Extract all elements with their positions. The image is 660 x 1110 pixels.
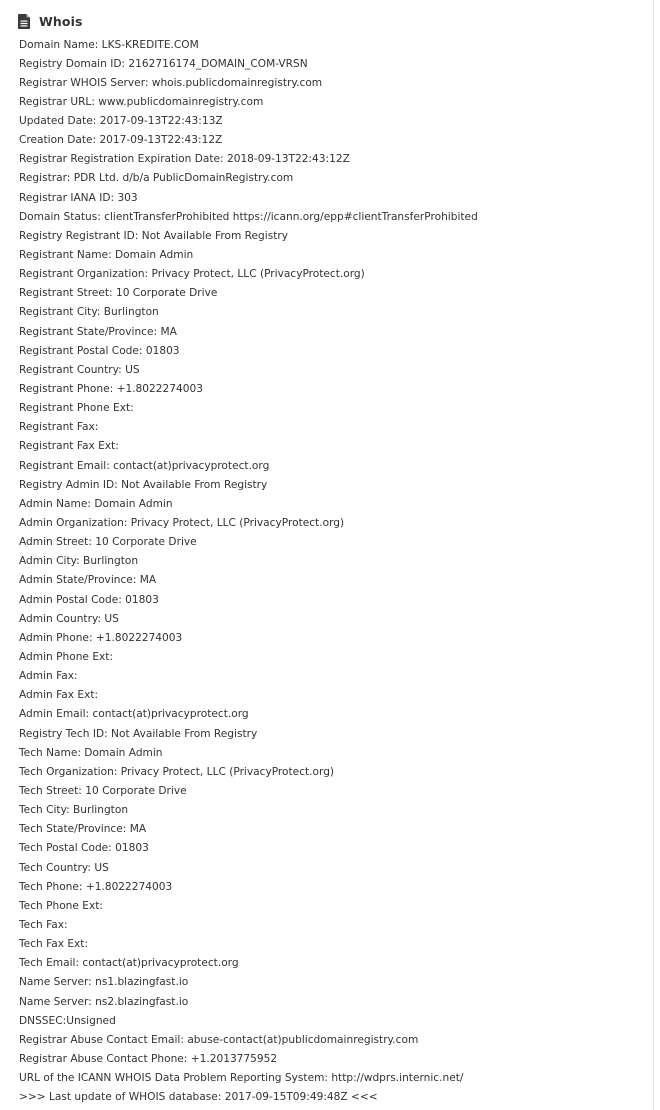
whois-line: Registrant State/Province: MA [19, 325, 177, 338]
whois-line: Admin Organization: Privacy Protect, LLC (PrivacyProtect.org) [19, 517, 345, 530]
whois-line: Tech Fax: [19, 918, 68, 931]
whois-line: Registrant Postal Code: 01803 [19, 344, 180, 357]
whois-line: Registry Registrant ID: Not Available From Registry [19, 229, 289, 242]
whois-line: Registrant Fax Ext: [19, 440, 119, 453]
whois-line: Admin State/Province: MA [19, 574, 157, 587]
whois-line: Registrar IANA ID: 303 [19, 191, 138, 204]
whois-line: Tech Phone Ext: [19, 899, 103, 912]
whois-line: >>> Last update of WHOIS database: 2017-09-15T09:49:48Z <<< [19, 1091, 378, 1104]
whois-line: Registrar Abuse Contact Phone: +1.2013775952 [19, 1052, 278, 1065]
whois-line: Admin Fax: [19, 670, 78, 683]
whois-line: Admin Name: Domain Admin [19, 497, 173, 510]
whois-line: Domain Name: LKS-KREDITE.COM [19, 38, 199, 51]
whois-line: Admin Phone: +1.8022274003 [19, 631, 183, 644]
whois-line: Admin City: Burlington [19, 555, 139, 568]
whois-line: Registrant Email: contact(at)privacyprotect.org [19, 459, 270, 472]
whois-line: Registrant Street: 10 Corporate Drive [19, 287, 218, 300]
whois-line: Tech Country: US [19, 861, 109, 874]
whois-line: Tech Fax Ext: [19, 938, 89, 951]
whois-line: Admin Country: US [19, 612, 119, 625]
whois-line: Tech Postal Code: 01803 [19, 842, 149, 855]
whois-line: Name Server: ns2.blazingfast.io [19, 995, 189, 1008]
whois-line: URL of the ICANN WHOIS Data Problem Reporting System: http://wdprs.internic.net/ [19, 1072, 464, 1085]
whois-line: Name Server: ns1.blazingfast.io [19, 976, 189, 989]
whois-line: Registrar URL: www.publicdomainregistry.com [19, 95, 264, 108]
whois-line: Creation Date: 2017-09-13T22:43:12Z [19, 134, 223, 147]
panel-header [18, 11, 83, 31]
whois-line: Tech Phone: +1.8022274003 [19, 880, 173, 893]
whois-line: Registrar Registration Expiration Date: 2018-09-13T22:43:12Z [19, 153, 350, 166]
whois-line: Updated Date: 2017-09-13T22:43:13Z [19, 115, 223, 128]
whois-line: Registrant Phone: +1.8022274003 [19, 383, 203, 396]
whois-line: Registrant Fax: [19, 421, 99, 434]
whois-line: Registrant Name: Domain Admin [19, 249, 194, 262]
whois-line: Tech City: Burlington [19, 804, 129, 817]
whois-line: Admin Email: contact(at)privacyprotect.org [19, 708, 249, 721]
whois-panel [2, 0, 654, 1110]
whois-line: DNSSEC:Unsigned [19, 1014, 116, 1027]
whois-line: Registry Admin ID: Not Available From Registry [19, 478, 268, 491]
whois-line: Admin Fax Ext: [19, 689, 99, 702]
whois-line: Registrar WHOIS Server: whois.publicdomainregistry.com [19, 76, 323, 89]
whois-line: Registrant City: Burlington [19, 306, 159, 319]
whois-line: Tech Email: contact(at)privacyprotect.org [19, 957, 239, 970]
document-icon [18, 14, 31, 29]
whois-line: Admin Postal Code: 01803 [19, 593, 159, 606]
whois-line: Tech Organization: Privacy Protect, LLC (PrivacyProtect.org) [19, 765, 335, 778]
whois-line: Registry Domain ID: 2162716174_DOMAIN_COM-VRSN [19, 57, 308, 70]
whois-line: Domain Status: clientTransferProhibited https://icann.org/epp#clientTransferProhibited [19, 210, 478, 223]
whois-line: Tech Name: Domain Admin [19, 746, 163, 759]
whois-line: Tech State/Province: MA [19, 823, 147, 836]
whois-line: Registrar Abuse Contact Email: abuse-contact(at)publicdomainregistry.com [19, 1033, 419, 1046]
whois-line: Tech Street: 10 Corporate Drive [19, 784, 187, 797]
whois-line: Registry Tech ID: Not Available From Registry [19, 727, 258, 740]
whois-line: Registrant Country: US [19, 363, 140, 376]
whois-line: Registrar: PDR Ltd. d/b/a PublicDomainRegistry.com [19, 172, 294, 185]
whois-record [19, 36, 478, 1108]
whois-line: Registrant Phone Ext: [19, 402, 134, 415]
whois-line: Admin Street: 10 Corporate Drive [19, 536, 197, 549]
whois-line: Registrant Organization: Privacy Protect, LLC (PrivacyProtect.org) [19, 268, 365, 281]
panel-title: Whois [39, 13, 83, 29]
whois-line: Admin Phone Ext: [19, 651, 113, 663]
